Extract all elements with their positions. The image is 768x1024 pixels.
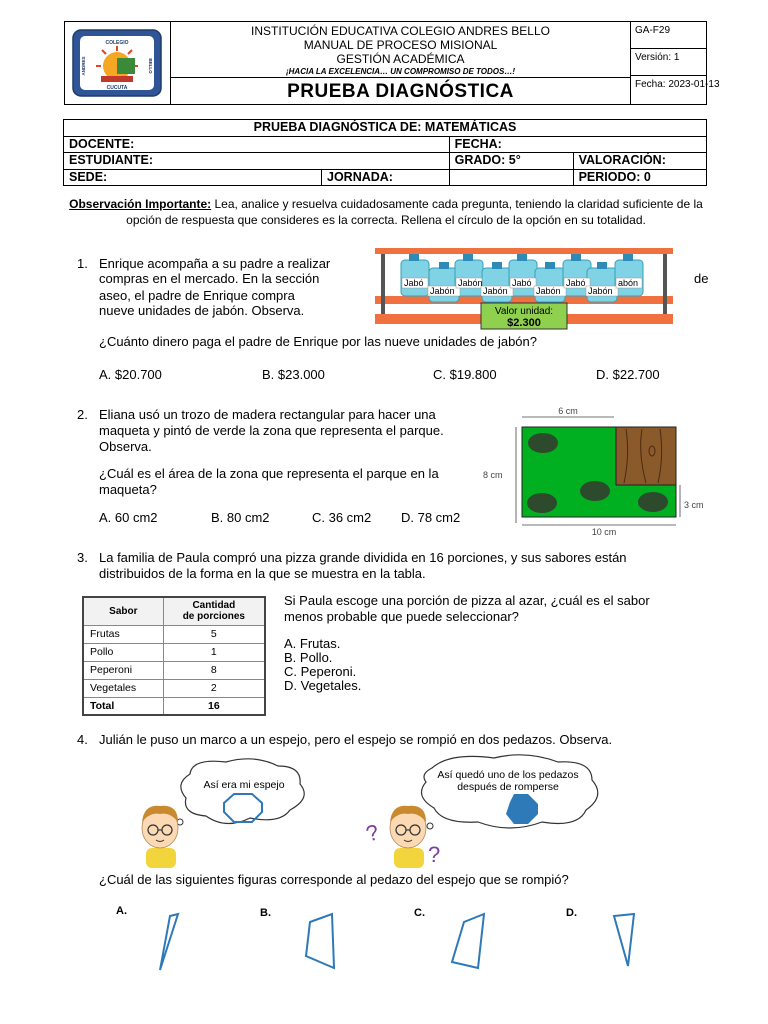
soap-label-4: Jabó [512, 278, 532, 288]
dim-right-label: 3 cm [684, 500, 704, 510]
q1-option-d[interactable]: D. $22.700 [596, 367, 660, 382]
q3-option-a[interactable]: A. Frutas. [284, 636, 341, 651]
observation-label: Observación Importante: [69, 197, 212, 211]
q4-number: 4. [77, 732, 88, 747]
boy-2-icon [390, 806, 426, 868]
score-field[interactable]: VALORACIÓN: [573, 153, 706, 170]
figure-d[interactable] [614, 914, 634, 966]
q4-question: ¿Cuál de las siguientes figuras corresponde al pedazo del espejo que se rompió? [99, 872, 569, 887]
col-header-portions [163, 597, 265, 625]
bush-2 [527, 493, 557, 513]
teacher-field[interactable]: DOCENTE: [64, 136, 450, 153]
table-row [83, 643, 265, 661]
pizza-flavors-table [82, 596, 266, 716]
q4-answer-figures [110, 900, 650, 976]
col-header-flavor: Sabor [83, 597, 163, 625]
table-row [83, 661, 265, 679]
date-field[interactable]: FECHA: [449, 136, 706, 153]
q1-option-c[interactable]: C. $19.800 [433, 367, 497, 382]
figure-c[interactable] [452, 914, 484, 968]
soap-shelf-image [375, 246, 673, 330]
q2-option-d[interactable]: D. 78 cm2 [401, 510, 461, 525]
boy-1-icon [142, 806, 178, 868]
logo-text-top: COLEGIO [105, 40, 129, 46]
q4-option-a[interactable]: A. [116, 905, 127, 917]
q2-line1: Eliana usó un trozo de madera rectangular para hacer una [99, 407, 436, 422]
q4-option-b[interactable]: B. [260, 907, 271, 919]
important-observation [63, 196, 709, 228]
institution-name: INSTITUCIÓN EDUCATIVA COLEGIO ANDRES BELLO [251, 24, 550, 38]
dim-bottom-label: 10 cm [591, 527, 617, 537]
flavor-cell: Pollo [83, 643, 163, 661]
total-value: 16 [163, 697, 265, 715]
document-title: PRUEBA DIAGNÓSTICA [287, 81, 514, 102]
logo-text-left: ANDRES [81, 56, 86, 76]
q3-question-line1: Si Paula escoge una porción de pizza al azar, ¿cuál es el sabor [284, 593, 650, 608]
question-mark-left: ? [363, 819, 382, 847]
total-label: Total [83, 697, 163, 715]
q3-line1: La familia de Paula compró una pizza grande dividida en 16 porciones, y sus sabores están [99, 550, 627, 565]
bush-4 [638, 492, 668, 512]
grade-field[interactable]: GRADO: 5° [449, 153, 573, 170]
q3-option-c[interactable]: C. Peperoni. [284, 664, 357, 679]
soap-label-9: abón [618, 278, 639, 288]
document-version: Versión: 1 [631, 49, 707, 76]
soap-label-3: Jabón [483, 286, 508, 296]
speech-bubble-2-line1: Así quedó uno de los pedazos [437, 769, 579, 781]
q4-text: Julián le puso un marco a un espejo, pero el espejo se rompió en dos pedazos. Observa. [99, 732, 613, 747]
q1-line4: nueve unidades de jabón. Observa. [99, 303, 305, 318]
period-field[interactable]: PERIODO: 0 [573, 169, 706, 186]
student-info-table [63, 119, 707, 186]
q1-line1: Enrique acompaña a su padre a realizar [99, 256, 331, 271]
document-header [64, 21, 720, 105]
col-header-portions-l2: de porciones [182, 611, 245, 623]
q1-line2: compras en el mercado. En la sección [99, 271, 320, 286]
dim-top-label: 6 cm [558, 406, 578, 416]
q1-line3: aseo, el padre de Enrique compra [99, 288, 295, 303]
q3-question-line2: menos probable que puede seleccionar? [284, 609, 519, 624]
q1-option-b[interactable]: B. $23.000 [262, 367, 325, 382]
soap-label-7: Jabó [566, 278, 586, 288]
q2-option-a[interactable]: A. 60 cm2 [99, 510, 158, 525]
portions-cell: 8 [163, 661, 265, 679]
q2-option-b[interactable]: B. 80 cm2 [211, 510, 270, 525]
speech-bubble-1-text: Así era mi espejo [203, 779, 285, 791]
document-code: GA-F29 [631, 22, 707, 49]
q2-option-c[interactable]: C. 36 cm2 [312, 510, 372, 525]
soap-label-1: Jabó [404, 278, 424, 288]
q3-number: 3. [77, 550, 88, 565]
q4-option-c[interactable]: C. [414, 907, 425, 919]
flavor-cell: Peperoni [83, 661, 163, 679]
q3-line2: distribuidos de la forma en la que se muestra en la tabla. [99, 566, 426, 581]
col-header-portions-l1: Cantidad [192, 600, 236, 612]
q2-question-line2: maqueta? [99, 482, 157, 497]
logo-text-bottom: CUCUTA [106, 85, 128, 91]
speech-bubble-2-line2: después de romperse [457, 781, 559, 793]
q2-line2: maqueta y pintó de verde la zona que representa el parque. [99, 423, 444, 438]
question-mark-right: ? [428, 842, 441, 867]
portions-cell: 2 [163, 679, 265, 697]
q1-number: 1. [77, 256, 88, 271]
unit-price-value: $2.300 [507, 317, 541, 329]
table-total-row [83, 697, 265, 715]
table-row [83, 679, 265, 697]
management-area: GESTIÓN ACADÉMICA [336, 52, 465, 66]
shift-field[interactable]: JORNADA: [322, 169, 450, 186]
flavor-cell: Vegetales [83, 679, 163, 697]
flavor-cell: Frutas [83, 625, 163, 643]
manual-name: MANUAL DE PROCESO MISIONAL [303, 38, 498, 52]
unit-price-label: Valor unidad: [494, 306, 554, 317]
q1-option-a[interactable]: A. $20.700 [99, 367, 162, 382]
school-logo [71, 28, 163, 98]
q1-line2-end: de [694, 271, 709, 286]
mirror-illustration [130, 752, 650, 874]
table-row [83, 625, 265, 643]
header-center [171, 22, 631, 104]
dim-left-label: 8 cm [483, 470, 503, 480]
test-subject-heading: PRUEBA DIAGNÓSTICA DE: MATEMÁTICAS [64, 120, 707, 137]
bush-3 [580, 481, 610, 501]
q2-line3: Observa. [99, 439, 152, 454]
figure-b[interactable] [306, 914, 334, 968]
logo-text-right: BELLO [148, 58, 153, 74]
q1-question: ¿Cuánto dinero paga el padre de Enrique por las nueve unidades de jabón? [99, 334, 537, 349]
q4-option-d[interactable]: D. [566, 907, 577, 919]
q2-question-line1: ¿Cuál es el área de la zona que representa el parque en la [99, 466, 439, 481]
document-date: Fecha: 2023-01-13 [635, 79, 720, 90]
soap-label-2: Jabón [430, 286, 455, 296]
portions-cell: 5 [163, 625, 265, 643]
soap-label-8: Jabón [458, 278, 483, 288]
soap-label-6: Jabón [588, 286, 613, 296]
q3-option-b[interactable]: B. Pollo. [284, 650, 333, 665]
logo-cell [65, 22, 171, 104]
portions-cell: 1 [163, 643, 265, 661]
q3-option-d[interactable]: D. Vegetales. [284, 678, 362, 693]
student-field[interactable]: ESTUDIANTE: [64, 153, 450, 170]
empty-cell [449, 169, 573, 186]
soap-label-5: Jabón [536, 286, 561, 296]
park-model-diagram [480, 405, 710, 540]
q2-number: 2. [77, 407, 88, 422]
site-field[interactable]: SEDE: [64, 169, 322, 186]
school-motto: ¡HACIA LA EXCELENCIA… UN COMPROMISO DE TODOS…! [285, 67, 516, 76]
header-meta [631, 22, 720, 104]
figure-a[interactable] [160, 914, 178, 970]
bush-1 [528, 433, 558, 453]
observation-text: Lea, analice y resuelva cuidadosamente cada pregunta, teniendo la claridad suficiente de la opción de respuesta que consideres es la correcta. Rellena el círculo de la opción en su totalidad. [126, 197, 703, 227]
